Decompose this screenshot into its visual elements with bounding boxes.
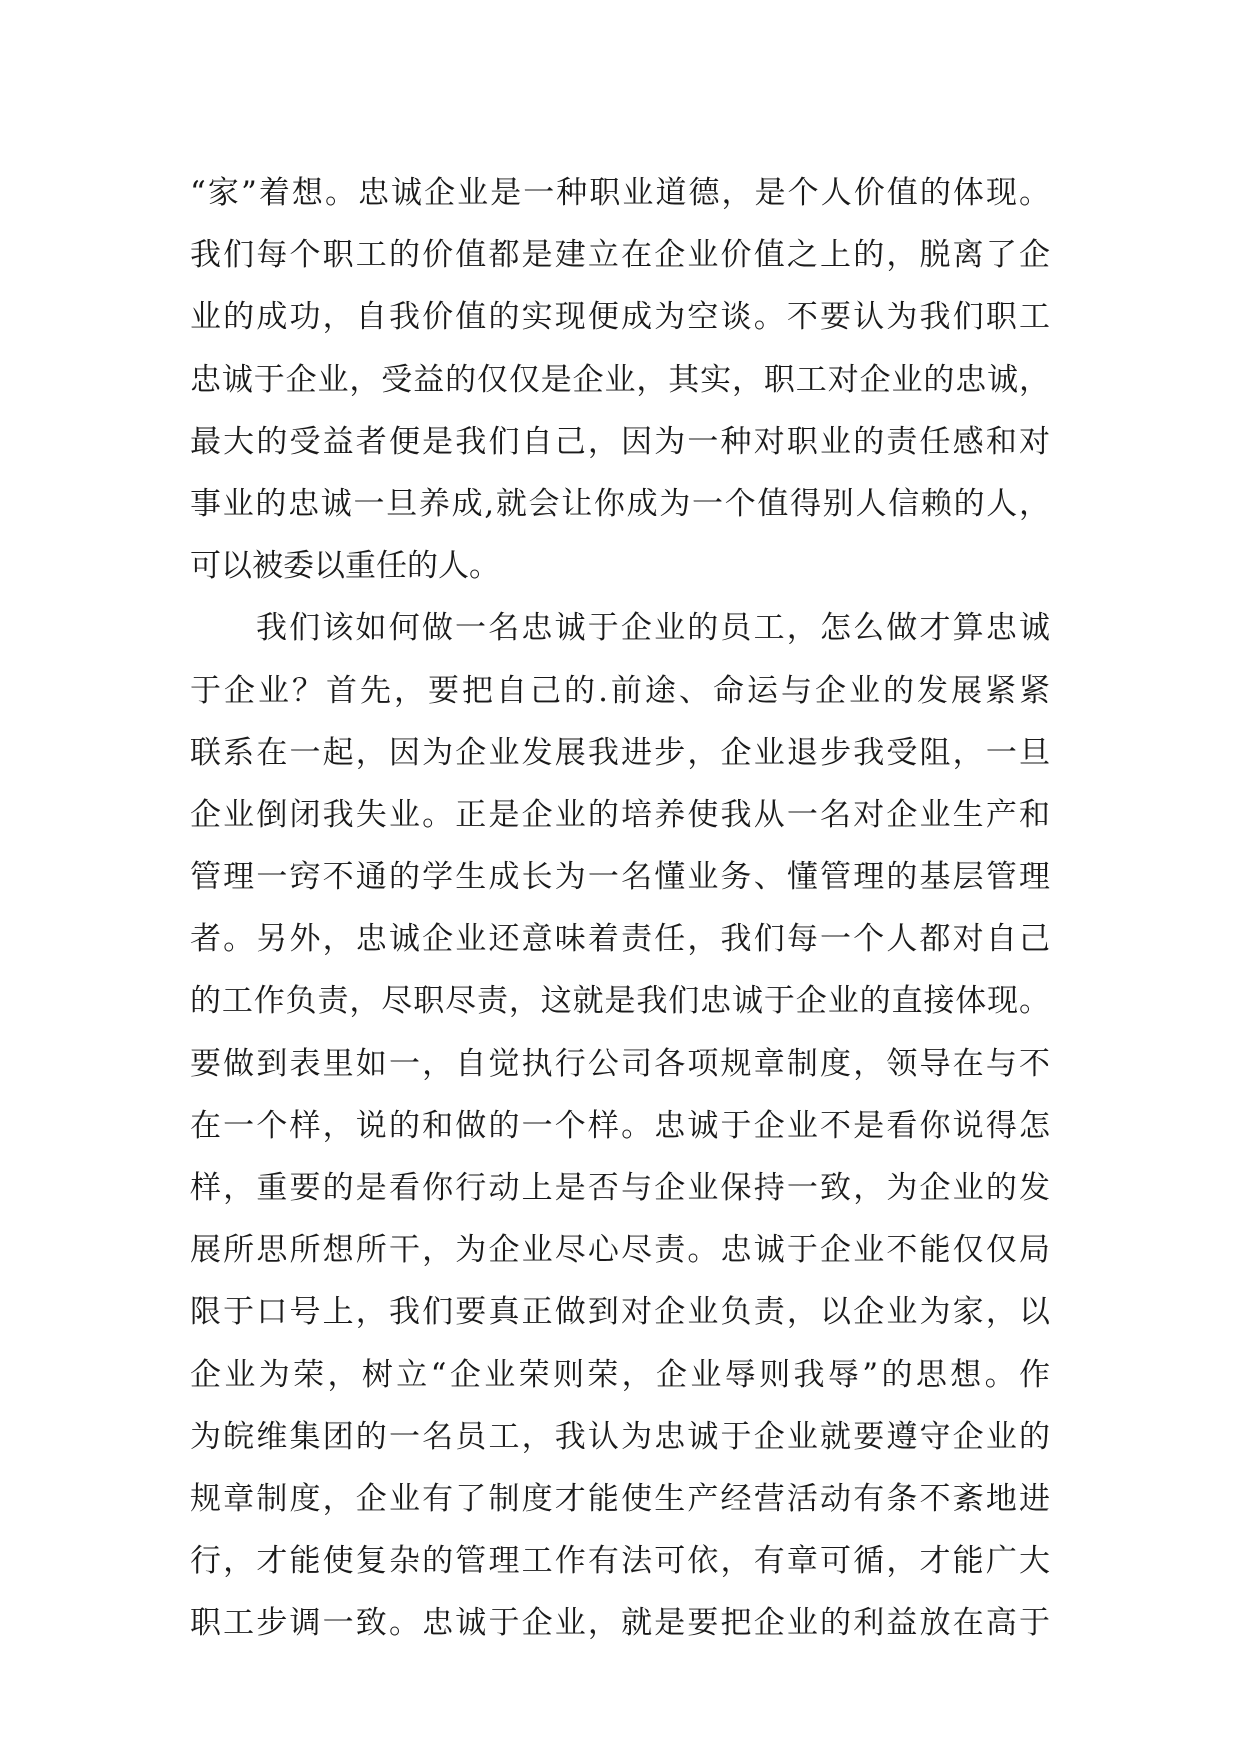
text-line: 限于口号上，我们要真正做到对企业负责，以企业为家，以: [190, 1294, 1050, 1331]
text-line: 者。另外，忠诚企业还意味着责任，我们每一个人都对自己: [190, 921, 1050, 958]
text-line: 我们该如何做一名忠诚于企业的员工，怎么做才算忠诚: [256, 610, 1050, 647]
text-line: 于企业？首先，要把自己的.前途、命运与企业的发展紧紧: [190, 672, 1050, 709]
text-line: 的工作负责，尽职尽责，这就是我们忠诚于企业的直接体现。: [190, 983, 1050, 1020]
text-line: 管理一窍不通的学生成长为一名懂业务、懂管理的基层管理: [190, 859, 1050, 896]
text-line: 最大的受益者便是我们自己，因为一种对职业的责任感和对: [190, 423, 1050, 460]
text-line: 企业为荣，树立“企业荣则荣，企业辱则我辱”的思想。作: [190, 1356, 1050, 1393]
text-line: 样，重要的是看你行动上是否与企业保持一致，为企业的发: [190, 1170, 1050, 1206]
text-line: 联系在一起，因为企业发展我进步，企业退步我受阻，一旦: [190, 734, 1050, 771]
body-text: [190, 162, 1050, 1655]
text-line: 企业倒闭我失业。正是企业的培养使我从一名对企业生产和: [190, 796, 1050, 833]
text-line: 我们每个职工的价值都是建立在企业价值之上的，脱离了企: [190, 237, 1050, 274]
text-line: 忠诚于企业，受益的仅仅是企业，其实，职工对企业的忠诚，: [190, 361, 1050, 398]
paragraph-2: [190, 597, 1050, 1654]
text-line: 业的成功，自我价值的实现便成为空谈。不要认为我们职工: [190, 299, 1050, 336]
text-line: “家”着想。忠诚企业是一种职业道德，是个人价值的体现。: [190, 175, 1050, 211]
paragraph-1: [190, 162, 1050, 597]
text-line: 规章制度，企业有了制度才能使生产经营活动有条不紊地进: [190, 1480, 1050, 1517]
text-line: 职工步调一致。忠诚于企业，就是要把企业的利益放在高于: [190, 1605, 1050, 1642]
text-line: 事业的忠诚一旦养成,就会让你成为一个值得别人信赖的人，: [190, 485, 1050, 522]
text-line: 要做到表里如一，自觉执行公司各项规章制度，领导在与不: [190, 1045, 1050, 1082]
text-line: 为皖维集团的一名员工，我认为忠诚于企业就要遵守企业的: [190, 1418, 1050, 1455]
text-line: 行，才能使复杂的管理工作有法可依，有章可循，才能广大: [190, 1543, 1050, 1580]
text-line: 可以被委以重任的人。: [190, 548, 500, 585]
text-line: 在一个样，说的和做的一个样。忠诚于企业不是看你说得怎: [190, 1107, 1050, 1144]
text-line: 展所思所想所干，为企业尽心尽责。忠诚于企业不能仅仅局: [190, 1232, 1050, 1269]
